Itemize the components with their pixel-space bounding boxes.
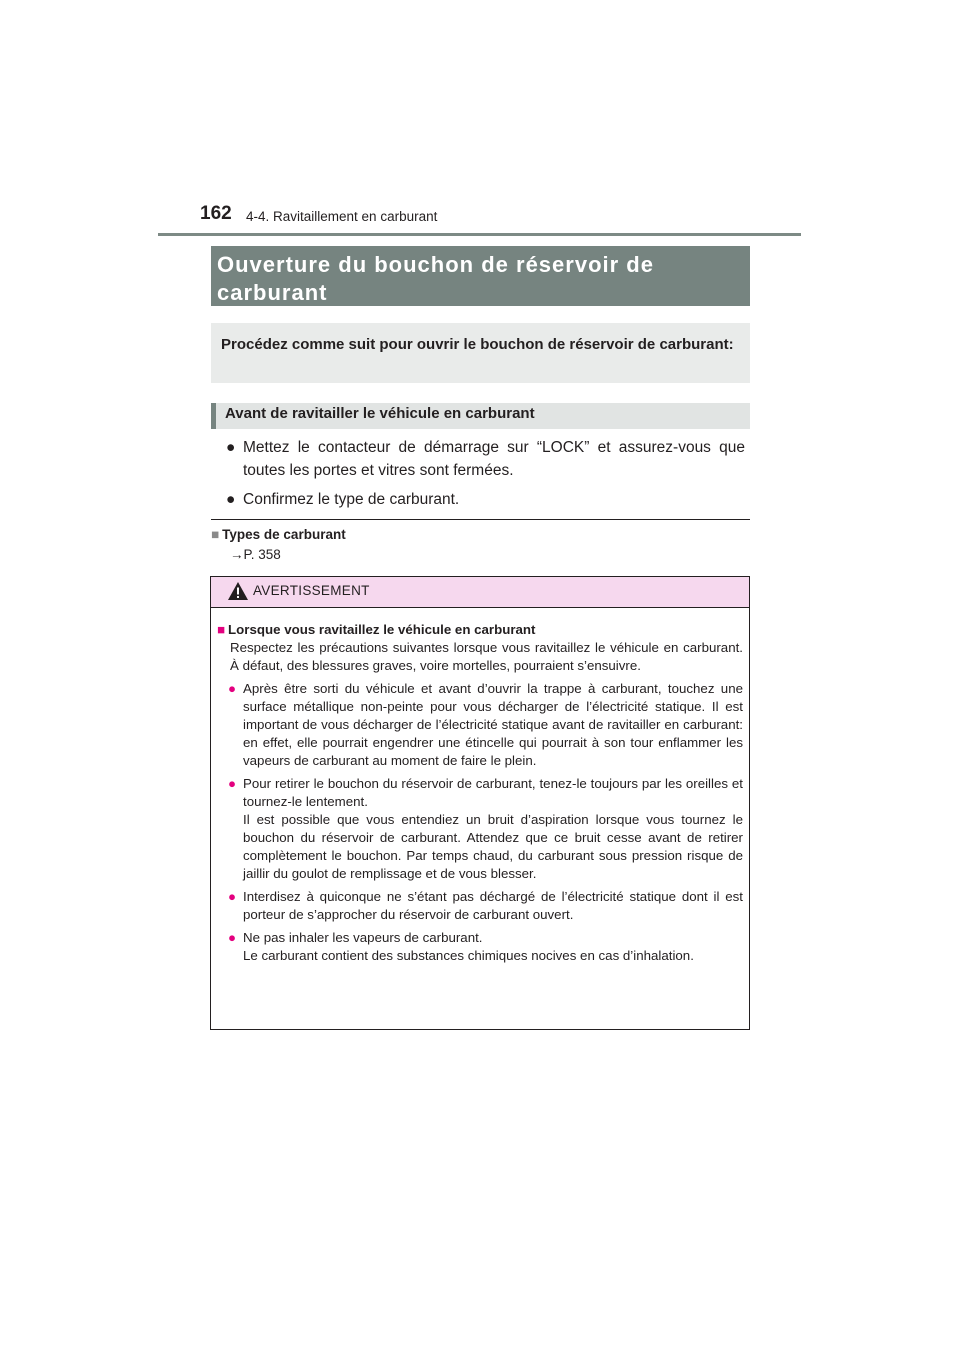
subsection-heading: Avant de ravitailler le véhicule en carburant xyxy=(211,403,750,429)
page-number: 162 xyxy=(200,203,232,224)
warning-item xyxy=(217,775,743,883)
bullet-text: Mettez le contacteur de démarrage sur “LOCK” et assurez-vous que toutes les portes et vitres sont fermées. xyxy=(243,439,745,479)
bullet-item xyxy=(226,488,745,511)
intro-box: Procédez comme suit pour ouvrir le bouchon de réservoir de carburant: xyxy=(211,323,750,383)
bullet-item xyxy=(226,436,745,482)
warning-item-continuation: Il est possible que vous entendiez un bruit d’aspiration lorsque vous tournez le bouchon du réservoir de carburant. Attendez que ce bruit cesse avant de retirer complètement le bouchon. Par temps chaud, du carburant sous pression risque de jaillir du goulot de remplissage et de vous blesser. xyxy=(243,812,743,881)
title-line-2: carburant xyxy=(217,280,328,305)
warning-body xyxy=(211,608,749,965)
bullet-dot-icon: ● xyxy=(226,491,236,508)
note-page-reference[interactable]: →P. 358 xyxy=(230,547,281,562)
warning-item-text: Interdisez à quiconque ne s’étant pas déchargé de l’électricité statique dont il est porteur de s’approcher du réservoir de carburant ouvert. xyxy=(243,889,743,922)
warning-item xyxy=(217,680,743,770)
bullet-dot-icon: ● xyxy=(226,439,236,456)
note-title xyxy=(211,527,346,542)
warning-box xyxy=(210,576,750,1030)
note-divider xyxy=(211,519,750,520)
square-marker-icon: ■ xyxy=(211,527,220,542)
warning-title-text: Lorsque vous ravitaillez le véhicule en carburant xyxy=(228,622,536,637)
bullet-text: Confirmez le type de carburant. xyxy=(243,491,460,508)
warning-label: AVERTISSEMENT xyxy=(253,583,370,598)
warning-item-text: Après être sorti du véhicule et avant d’ouvrir la trappe à carburant, touchez une surface métallique non-peinte pour vous décharger de l’électricité statique. Il est important de vous décharger de l’électricité statique avant de ravitailler en carburant: en effet, elle pourrait engendrer une étincelle qui pourrait à son tour enflammer les vapeurs de carburant au moment de faire le plein. xyxy=(243,681,743,768)
warning-item-continuation: Le carburant contient des substances chimiques nocives en cas d’inhalation. xyxy=(243,948,694,963)
warning-intro: Respectez les précautions suivantes lorsque vous ravitaillez le véhicule en carburant. À défaut, des blessures graves, voire mortelles, pourraient s’ensuivre. xyxy=(230,640,743,673)
warning-header xyxy=(211,577,749,608)
title-line-1: Ouverture du bouchon de réservoir de xyxy=(217,252,654,277)
bullet-dot-icon: ● xyxy=(228,681,237,696)
warning-item-text: Ne pas inhaler les vapeurs de carburant. xyxy=(243,930,483,945)
section-title-bar xyxy=(211,246,750,306)
chapter-title: 4-4. Ravitaillement en carburant xyxy=(246,209,438,224)
bullet-dot-icon: ● xyxy=(228,930,237,945)
bullet-dot-icon: ● xyxy=(228,776,237,791)
warning-item-text: Pour retirer le bouchon du réservoir de carburant, tenez-le toujours par les oreilles et tournez-le lentement. xyxy=(243,776,743,809)
warning-item xyxy=(217,888,743,924)
bullet-dot-icon: ● xyxy=(228,889,237,904)
square-marker-icon: ■ xyxy=(217,622,226,637)
header-divider xyxy=(158,233,801,236)
warning-title xyxy=(217,621,743,639)
warning-triangle-icon xyxy=(227,581,249,601)
warning-item xyxy=(217,929,743,965)
bullet-list xyxy=(226,436,745,517)
note-title-text: Types de carburant xyxy=(222,527,346,542)
